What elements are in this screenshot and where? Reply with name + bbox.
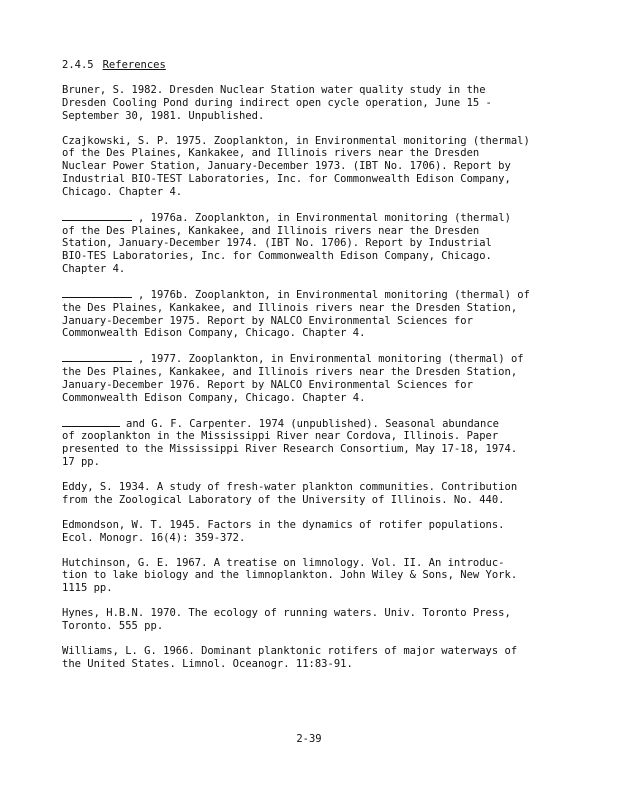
reference-line: Nuclear Power Station, January-December 1973. (IBT No. 1706). Report by: [62, 160, 511, 173]
reference-entry: [62, 352, 542, 404]
reference-line: September 30, 1981. Unpublished.: [62, 109, 265, 122]
reference-line: tion to lake biology and the limnoplankton. John Wiley & Sons, New York.: [62, 569, 518, 582]
reference-line: Eddy, S. 1934. A study of fresh-water plankton communities. Contribution: [62, 481, 518, 494]
reference-line: the United States. Limnol. Oceanogr. 11:83-91.: [62, 657, 353, 670]
reference-line: Dresden Cooling Pond during indirect open cycle operation, June 15 -: [62, 96, 492, 109]
reference-line: Williams, L. G. 1966. Dominant planktonic rotifers of major waterways of: [62, 644, 518, 657]
reference-line: 17 pp.: [62, 456, 100, 469]
reference-line: from the Zoological Laboratory of the University of Illinois. No. 440.: [62, 493, 505, 506]
reference-entry: [62, 557, 542, 595]
reference-line: Toronto. 555 pp.: [62, 619, 164, 632]
reference-line: presented to the Mississippi River Research Consortium, May 17-18, 1974.: [62, 443, 518, 456]
reference-line: Bruner, S. 1982. Dresden Nuclear Station water quality study in the: [62, 84, 486, 96]
reference-entry: [62, 607, 542, 633]
reference-line: BIO-TES Laboratories, Inc. for Commonwealth Edison Company, Chicago.: [62, 250, 492, 263]
reference-entry: [62, 288, 542, 340]
reference-entry: [62, 417, 542, 469]
reference-line: , 1977. Zooplankton, in Environmental monitoring (thermal) of: [138, 353, 524, 366]
reference-line: Hutchinson, G. E. 1967. A treatise on limnology. Vol. II. An introduc-: [62, 556, 505, 569]
reference-line: of the Des Plaines, Kankakee, and Illinois rivers near the Dresden: [62, 224, 480, 237]
reference-line: 1115 pp.: [62, 582, 113, 595]
reference-entry: [62, 519, 542, 545]
author-repeat-rule: [62, 417, 120, 427]
reference-line-first: [80, 211, 542, 225]
section-title: References: [102, 59, 166, 71]
page-number: 2-39: [296, 733, 322, 745]
reference-list: [62, 84, 542, 683]
section-number: 2.4.5: [62, 59, 94, 71]
reference-line: Chicago. Chapter 4.: [62, 185, 183, 198]
reference-entry: [62, 211, 542, 276]
reference-line-first: [80, 352, 542, 366]
reference-line: and G. F. Carpenter. 1974 (unpublished). Seasonal abundance: [126, 417, 499, 430]
reference-line: Czajkowski, S. P. 1975. Zooplankton, in Environmental monitoring (thermal): [62, 134, 530, 147]
author-repeat-rule: [62, 352, 132, 362]
reference-line: Industrial BIO-TEST Laboratories, Inc. for Commonwealth Edison Company,: [62, 172, 511, 185]
reference-line: Commonwealth Edison Company, Chicago. Chapter 4.: [62, 391, 366, 404]
author-repeat-rule: [62, 288, 132, 298]
reference-line-first: [80, 288, 542, 302]
reference-line: Edmondson, W. T. 1945. Factors in the dynamics of rotifer populations.: [62, 518, 505, 531]
reference-line: January-December 1975. Report by NALCO Environmental Sciences for: [62, 314, 473, 327]
reference-line: of zooplankton in the Mississippi River near Cordova, Illinois. Paper: [62, 430, 499, 443]
reference-line: Hynes, H.B.N. 1970. The ecology of running waters. Univ. Toronto Press,: [62, 607, 511, 620]
reference-line: the Des Plaines, Kankakee, and Illinois rivers near the Dresden Station,: [62, 301, 518, 314]
reference-line: the Des Plaines, Kankakee, and Illinois rivers near the Dresden Station,: [62, 366, 518, 379]
reference-line: , 1976b. Zooplankton, in Environmental monitoring (thermal) of: [138, 288, 530, 301]
reference-line: Chapter 4.: [62, 262, 126, 275]
reference-entry: [62, 645, 542, 671]
reference-line: Station, January-December 1974. (IBT No. 1706). Report by Industrial: [62, 237, 492, 250]
reference-entry: [62, 84, 542, 122]
reference-line: of the Des Plaines, Kankakee, and Illinois rivers near the Dresden: [62, 147, 480, 160]
reference-line: January-December 1976. Report by NALCO Environmental Sciences for: [62, 378, 473, 391]
reference-line: , 1976a. Zooplankton, in Environmental monitoring (thermal): [138, 211, 511, 224]
reference-entry: [62, 135, 542, 199]
author-repeat-rule: [62, 211, 132, 221]
reference-entry: [62, 481, 542, 507]
reference-line: Ecol. Monogr. 16(4): 359-372.: [62, 531, 246, 544]
section-heading: [62, 59, 166, 72]
reference-line: Commonwealth Edison Company, Chicago. Chapter 4.: [62, 327, 366, 340]
reference-line-first: [80, 417, 542, 431]
